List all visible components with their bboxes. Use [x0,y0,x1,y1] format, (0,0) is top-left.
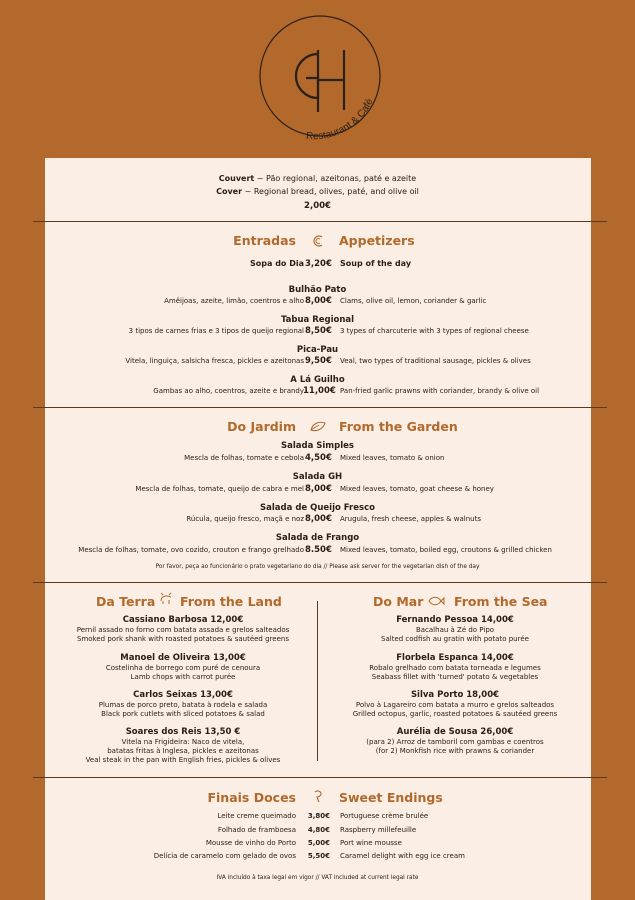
dish-title: Cassiano Barbosa 12,00€ [122,615,244,625]
dish-pt: Mescla de folhas, tomate e cebola [184,454,304,462]
dessert-price: 4,80€ [307,826,330,834]
doces-heading-pt: Finais Doces [207,790,296,805]
cow-icon [158,592,174,606]
dish-price: 4,50€ [305,453,332,463]
dish-desc-en: (for 2) Monkfish rice with prawns & coriander [375,747,535,755]
dish-title: Salada de Queijo Fresco [260,503,375,513]
couvert-price: 2,00€ [304,201,331,211]
dish-title: A Lá Guilho [290,375,345,385]
dish-desc-en: Salted codfish au gratin with potato purée [381,635,529,643]
mar-item [330,727,580,756]
dessert-pt: Mousse de vinho do Porto [205,839,296,847]
dish-desc-en: Veal steak in the pan with English fries, pickles & olives [85,756,281,764]
vat-note: IVA incluído à taxa legal em vigor // VAT included at current legal rate [216,875,419,881]
dish-en: 3 types of charcuterie with 3 types of regional cheese [340,327,529,335]
doces-heading-en: Sweet Endings [339,790,443,805]
dish-title: Florbela Espanca 14,00€ [396,653,514,663]
dish-desc-en: Seabass fillet with 'turned' potato & vegetables [371,673,539,681]
dessert-price: 3,80€ [307,812,330,820]
couvert-en-text: ~ Regional bread, olives, paté, and olive oil [244,187,419,196]
dessert-en: Portuguese crème brulée [340,812,429,820]
dessert-pt: Leite creme queimado [217,812,296,820]
dish-price: 8,00€ [305,296,332,306]
dish-title: Salada de Frango [275,533,360,543]
dish-title: Carlos Seixas 13,00€ [133,690,233,700]
dish-desc-pt: Robalo grelhado com batata torneada e legumes [369,664,541,672]
mar-item [330,653,580,682]
dish-desc-pt: Pernil assado no forno com batata assada e grelos salteados [76,626,290,634]
terra-heading-en: From the Land [180,594,282,609]
dish-pt: Mescla de folhas, tomate, queijo de cabra e mel [135,485,304,493]
dessert-en: Port wine mousse [340,839,402,847]
mar-item [330,615,580,644]
dish-title: Pica-Pau [296,345,339,355]
dish-desc-pt: Bacalhau à Zé do Pipo [415,626,495,634]
dish-price: 8,00€ [305,514,332,524]
jardim-heading-pt: Do Jardim [227,419,296,434]
terra-item [60,615,306,644]
dish-pt: Mescla de folhas, tomate, ovo cozido, crouton e frango grelhado [78,546,304,554]
dish-en: Arugula, fresh cheese, apples & walnuts [340,515,481,523]
dish-title: Bulhão Pato [288,285,347,295]
dessert-price: 5,50€ [307,852,330,860]
dish-title: Salada GH [292,472,343,482]
terra-heading-pt: Da Terra [96,594,156,609]
dish-title: Salada Simples [280,441,354,451]
dish-pt: Vitela, linguiça, salsicha fresca, pickles e azeitonas [125,357,304,365]
dish-desc-en: Grilled octopus, garlic, roasted potatoes & sautéed greens [352,710,558,718]
svg-text:Restaurant & Café [306,97,376,143]
dish-desc-en: Smoked pork shank with roasted potatoes & sautéed greens [77,635,289,643]
soup-price: 3,20€ [305,259,332,269]
dish-en: Mixed leaves, tomato, boiled egg, croutons & grilled chicken [340,546,552,554]
dish-desc-pt: (para 2) Arroz de tamboril com gambas e coentros [366,738,544,746]
dish-desc-pt: Costelinha de borrego com puré de cenoura [105,664,261,672]
dessert-en: Caramel delight with egg ice cream [340,852,465,860]
fish-icon [427,594,445,608]
dish-title: Tabua Regional [280,315,355,325]
spoon-icon [311,789,325,803]
dessert-en: Raspberry millefeuille [340,826,417,834]
soup-en: Soup of the day [340,259,412,268]
entradas-heading-pt: Entradas [233,233,296,248]
dish-title: Manoel de Oliveira 13,00€ [120,653,246,663]
dish-en: Pan-fried garlic prawns with coriander, brandy & olive oil [340,387,540,395]
divider [33,777,607,778]
mar-heading-en: From the Sea [454,594,548,609]
leaf-icon [309,420,327,434]
dish-price: 8.50€ [305,545,332,555]
dish-en: Mixed leaves, tomato, goat cheese & honey [340,485,494,493]
dessert-pt: Folhado de framboesa [217,826,296,834]
dish-title: Aurélia de Sousa 26,00€ [396,727,514,737]
dish-pt: Rúcula, queijo fresco, maçã e noz [186,515,304,523]
vegetarian-note: Por favor, peça ao funcionário o prato vegetariano do dia // Please ask server for the vegetarian dish of the day [155,564,480,570]
mar-item [330,690,580,719]
dish-desc-pt: batatas fritas à Inglesa, pickles e azeitonas [107,747,259,755]
dish-en: Veal, two types of traditional sausage, pickles & olives [340,357,531,365]
dish-price: 9,50€ [305,356,332,366]
terra-item [60,727,306,765]
mar-heading-pt: Do Mar [373,594,424,609]
dish-en: Mixed leaves, tomato & onion [340,454,445,462]
dish-desc-pt: Polvo à Lagareiro com batata a murro e grelos salteados [355,701,555,709]
bowl-icon [311,234,325,248]
couvert-section [0,172,635,213]
dish-en: Clams, olive oil, lemon, coriander & garlic [340,297,487,305]
dish-desc-pt: Vitela na Frigideira: Naco de vitela, [121,738,245,746]
dish-title: Soares dos Reis 13,50 € [125,727,241,737]
entradas-heading-en: Appetizers [339,233,415,248]
divider [33,221,607,222]
restaurant-logo [250,14,390,154]
dish-price: 8,50€ [305,326,332,336]
logo-subtitle: Restaurant & Café [305,97,376,143]
dish-desc-pt: Plumas de porco preto, batata à rodela e salada [98,701,268,709]
dish-price: 11,00€ [303,386,336,396]
column-divider [317,601,318,761]
dish-desc-en: Black pork cutlets with sliced potatoes & salad [101,710,265,718]
terra-item [60,653,306,682]
couvert-pt-text: ~ Pão regional, azeitonas, paté e azeite [256,174,417,183]
couvert-en-label: Cover [216,187,243,196]
dish-pt: Amêijoas, azeite, limão, coentros e alho [164,297,304,305]
dish-title: Silva Porto 18,00€ [410,690,500,700]
dish-pt: Gambas ao alho, coentros, azeite e brandy [153,387,304,395]
divider [33,582,607,583]
dish-price: 8,00€ [305,484,332,494]
dish-pt: 3 tipos de carnes frias e 3 tipos de queijo regional [128,327,304,335]
divider [33,407,607,408]
terra-item [60,690,306,719]
dessert-pt: Delícia de caramelo com gelado de ovos [153,852,296,860]
couvert-pt-label: Couvert [218,174,255,183]
soup-pt: Sopa do Dia [250,259,304,268]
dish-desc-en: Lamb chops with carrot purée [130,673,236,681]
dessert-price: 5,00€ [307,839,330,847]
jardim-heading-en: From the Garden [339,419,458,434]
dish-title: Fernando Pessoa 14,00€ [396,615,514,625]
